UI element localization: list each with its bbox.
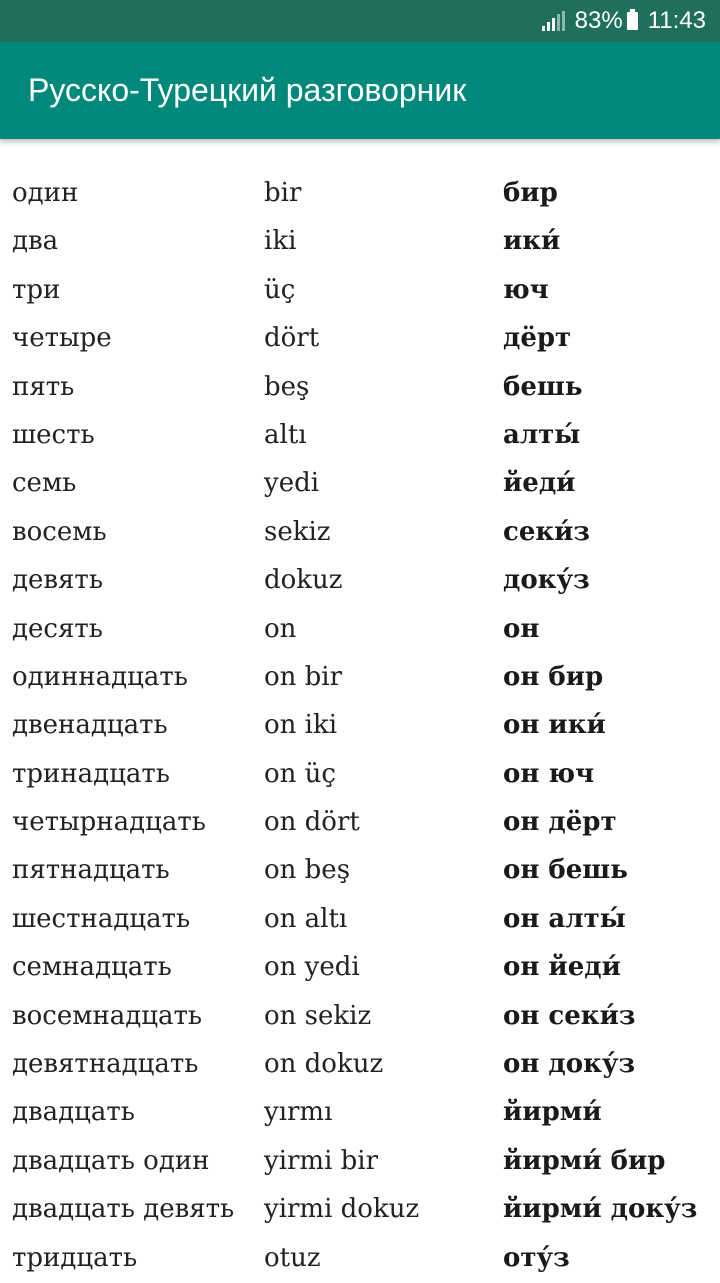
- russian-word: десять: [12, 613, 103, 644]
- pronunciation: он бир: [503, 661, 604, 692]
- pronunciation: он йеди́: [503, 952, 621, 983]
- pronunciation: он ики́: [503, 710, 606, 741]
- turkish-word: on: [264, 613, 297, 644]
- list-item[interactable]: [0, 654, 720, 702]
- list-item[interactable]: [0, 993, 720, 1041]
- phrase-list[interactable]: [0, 170, 720, 1283]
- turkish-word: yırmı: [264, 1097, 333, 1128]
- pronunciation: он алты́: [503, 903, 626, 934]
- turkish-word: dokuz: [264, 565, 343, 596]
- russian-word: пятнадцать: [12, 855, 170, 886]
- list-item[interactable]: [0, 170, 720, 218]
- turkish-word: on yedi: [264, 952, 360, 983]
- turkish-word: yedi: [264, 468, 320, 499]
- russian-word: пять: [12, 371, 75, 402]
- list-item[interactable]: [0, 1186, 720, 1234]
- list-item[interactable]: [0, 799, 720, 847]
- pronunciation: он юч: [503, 758, 595, 789]
- pronunciation: он секи́з: [503, 1000, 636, 1031]
- list-item[interactable]: [0, 1235, 720, 1283]
- page-title: Русско-Турецкий разговорник: [28, 72, 467, 108]
- turkish-word: sekiz: [264, 516, 331, 547]
- russian-word: восемь: [12, 516, 107, 547]
- pronunciation: ики́: [503, 226, 561, 257]
- pronunciation: бир: [503, 178, 558, 208]
- list-item[interactable]: [0, 412, 720, 460]
- turkish-word: üç: [264, 274, 296, 305]
- russian-word: восемнадцать: [12, 1000, 203, 1031]
- russian-word: три: [12, 274, 61, 305]
- turkish-word: on beş: [264, 855, 351, 886]
- pronunciation: дёрт: [503, 323, 572, 354]
- turkish-word: on dokuz: [264, 1049, 384, 1080]
- russian-word: двадцать: [12, 1097, 135, 1128]
- turkish-word: on sekiz: [264, 1000, 372, 1031]
- list-item[interactable]: [0, 1089, 720, 1137]
- list-item[interactable]: [0, 1041, 720, 1089]
- pronunciation: он доку́з: [503, 1049, 636, 1080]
- russian-word: один: [12, 178, 79, 208]
- turkish-word: on dört: [264, 807, 360, 838]
- pronunciation: доку́з: [503, 565, 590, 596]
- pronunciation: оту́з: [503, 1242, 570, 1273]
- russian-word: двадцать девять: [12, 1194, 235, 1225]
- list-item[interactable]: [0, 702, 720, 750]
- list-item[interactable]: [0, 944, 720, 992]
- turkish-word: otuz: [264, 1242, 321, 1273]
- russian-word: одиннадцать: [12, 661, 188, 692]
- turkish-word: dört: [264, 323, 320, 354]
- app-bar: [0, 42, 720, 139]
- russian-word: девятнадцать: [12, 1049, 199, 1080]
- list-item[interactable]: [0, 315, 720, 363]
- list-item[interactable]: [0, 847, 720, 895]
- turkish-word: yirmi dokuz: [264, 1194, 420, 1225]
- russian-word: семнадцать: [12, 952, 172, 983]
- list-item[interactable]: [0, 557, 720, 605]
- list-item[interactable]: [0, 267, 720, 315]
- russian-word: два: [12, 226, 59, 257]
- list-item[interactable]: [0, 509, 720, 557]
- list-item[interactable]: [0, 896, 720, 944]
- turkish-word: on iki: [264, 710, 338, 741]
- turkish-word: on bir: [264, 661, 343, 692]
- battery-percent: 83%: [574, 7, 623, 34]
- turkish-word: yirmi bir: [264, 1145, 379, 1176]
- russian-word: тридцать: [12, 1242, 138, 1273]
- list-item[interactable]: [0, 218, 720, 266]
- pronunciation: он дёрт: [503, 807, 617, 838]
- russian-word: двадцать один: [12, 1145, 210, 1176]
- status-bar: [0, 0, 720, 42]
- russian-word: девять: [12, 565, 103, 596]
- turkish-word: altı: [264, 419, 307, 450]
- pronunciation: он: [503, 613, 540, 644]
- list-item[interactable]: [0, 460, 720, 508]
- list-item[interactable]: [0, 1138, 720, 1186]
- russian-word: двенадцать: [12, 710, 168, 741]
- russian-word: четыре: [12, 323, 112, 354]
- turkish-word: iki: [264, 226, 297, 257]
- pronunciation: йирми́ бир: [503, 1145, 666, 1176]
- list-item[interactable]: [0, 606, 720, 654]
- russian-word: шестнадцать: [12, 903, 191, 934]
- russian-word: четырнадцать: [12, 807, 206, 838]
- turkish-word: on altı: [264, 903, 348, 934]
- list-item[interactable]: [0, 364, 720, 412]
- russian-word: тринадцать: [12, 758, 170, 789]
- turkish-word: on üç: [264, 758, 336, 789]
- russian-word: шесть: [12, 419, 95, 450]
- pronunciation: йеди́: [503, 468, 576, 499]
- pronunciation: секи́з: [503, 516, 591, 547]
- list-item[interactable]: [0, 751, 720, 799]
- clock: 11:43: [647, 7, 706, 34]
- turkish-word: bir: [264, 178, 302, 208]
- pronunciation: юч: [503, 274, 549, 305]
- battery-icon: [627, 12, 638, 30]
- pronunciation: алты́: [503, 419, 581, 450]
- pronunciation: йирми́: [503, 1097, 602, 1128]
- signal-icon: [542, 11, 567, 31]
- pronunciation: он бешь: [503, 855, 628, 886]
- pronunciation: йирми́ доку́з: [503, 1194, 698, 1225]
- pronunciation: бешь: [503, 371, 583, 402]
- turkish-word: beş: [264, 371, 310, 402]
- russian-word: семь: [12, 468, 77, 499]
